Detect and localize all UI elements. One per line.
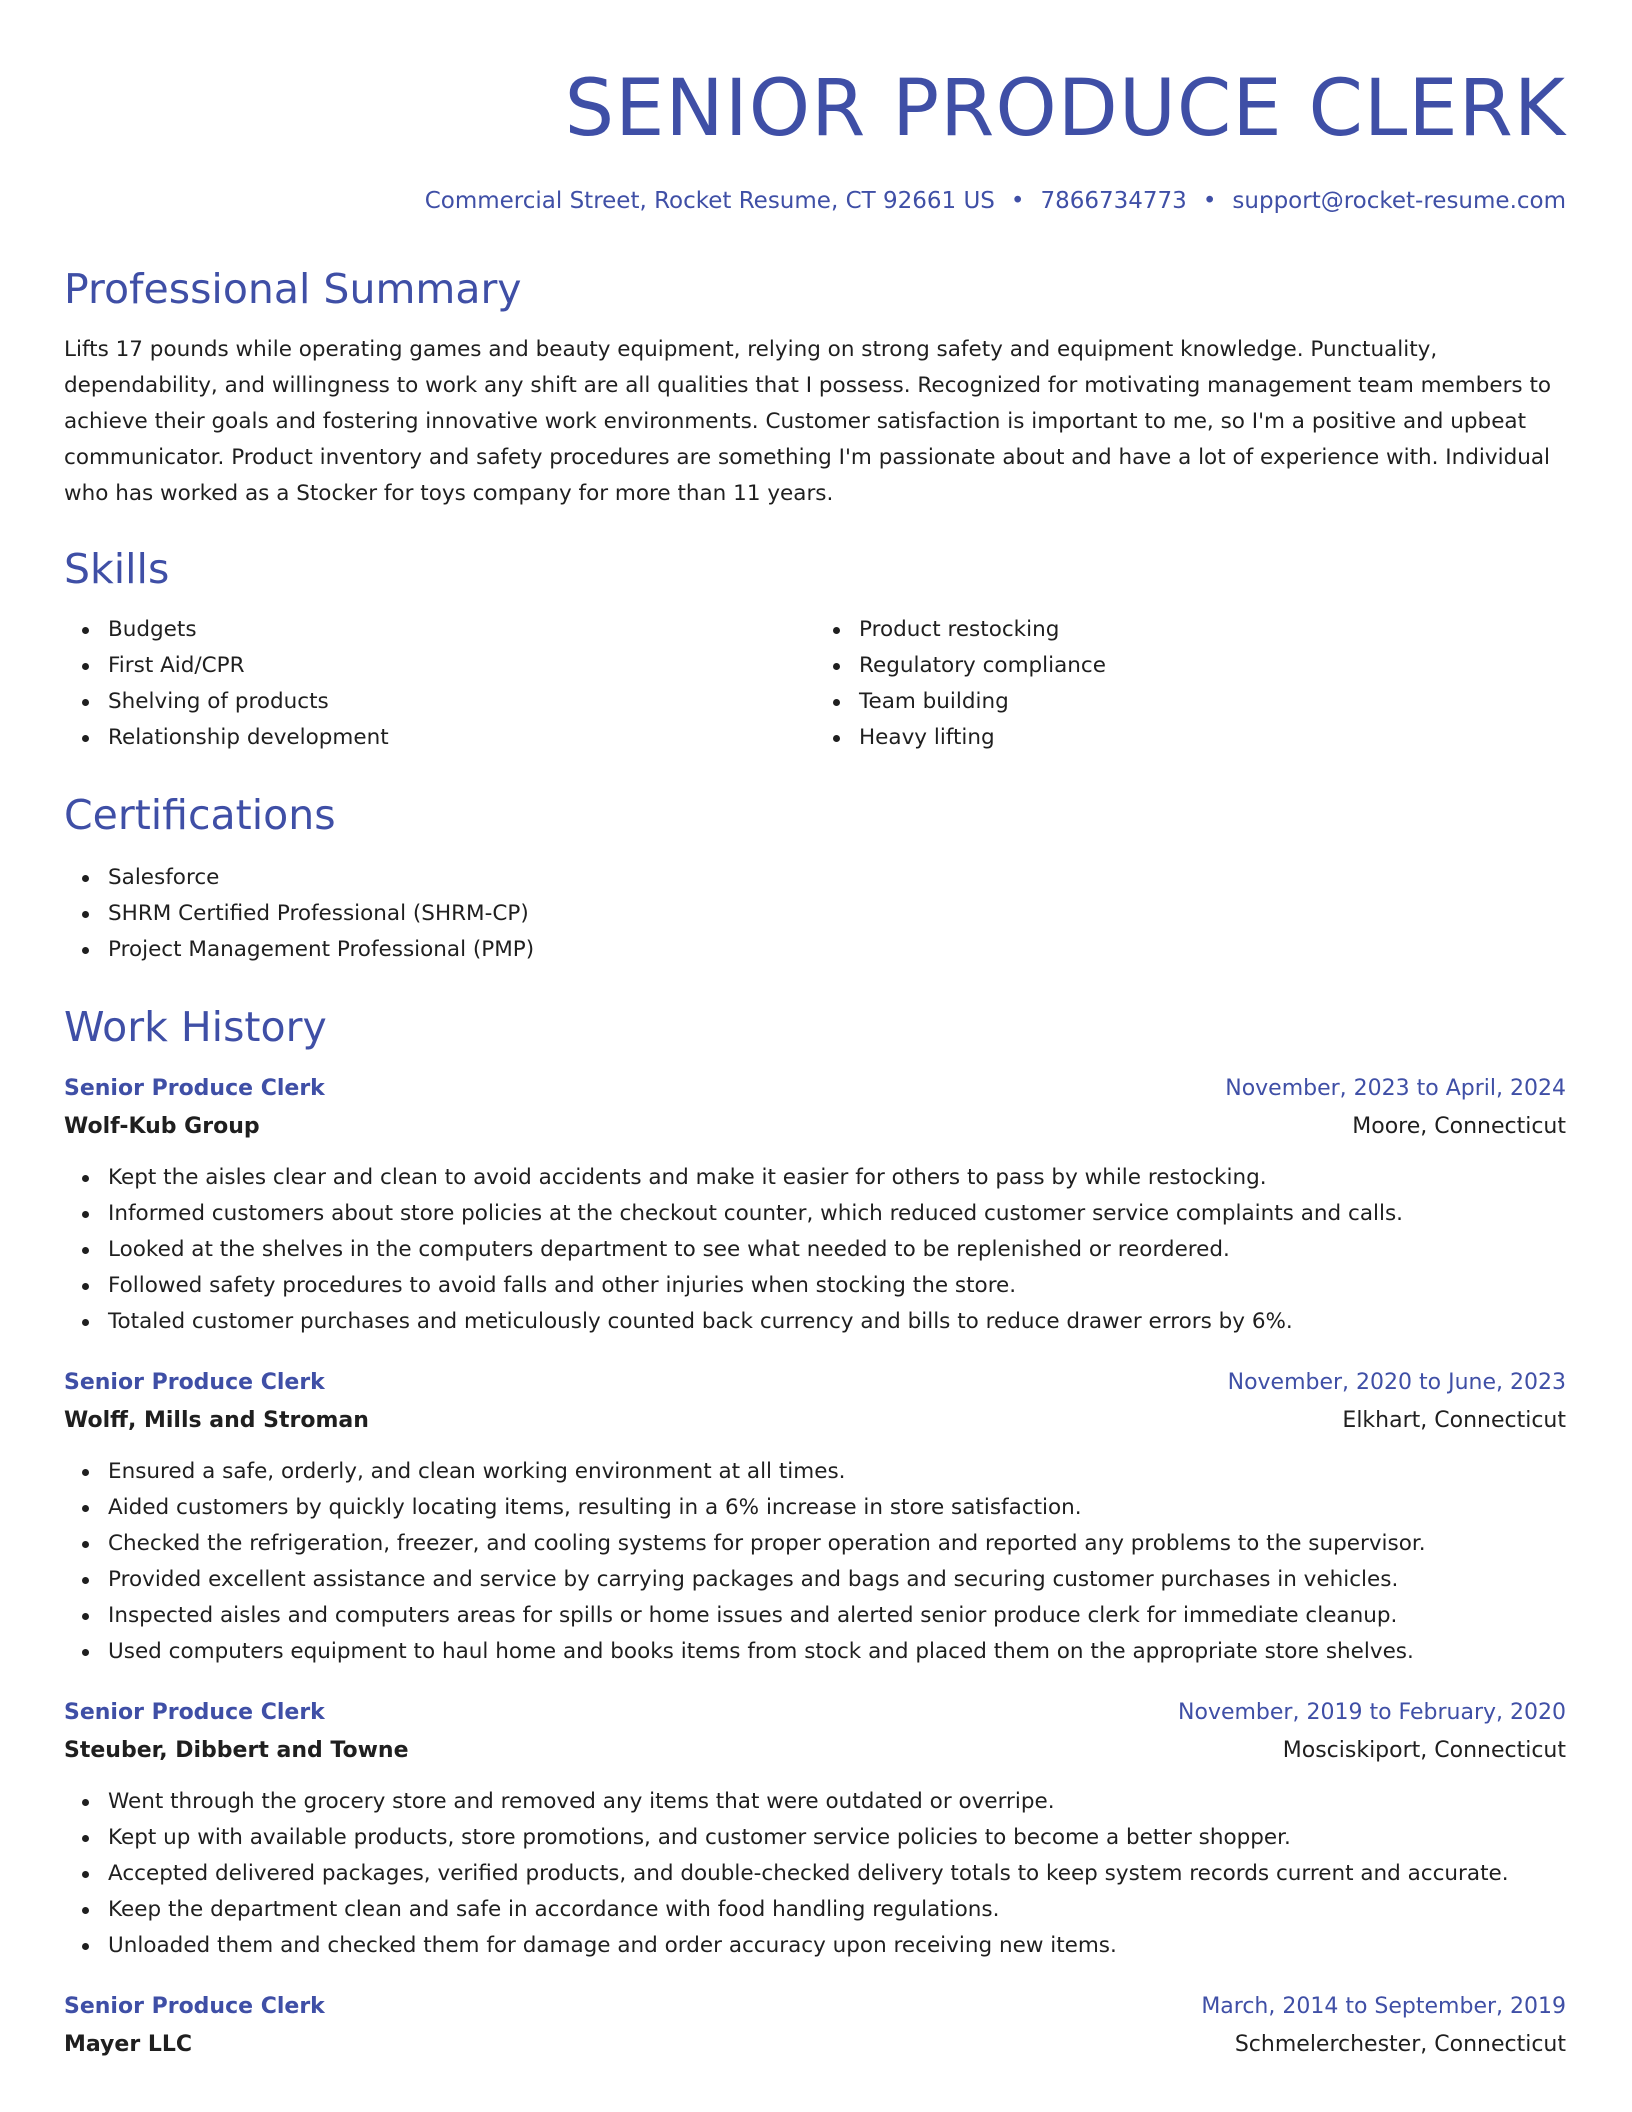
- job-bullets: [64, 1784, 1566, 1964]
- certification-item: Project Management Professional (PMP): [108, 932, 1566, 968]
- contact-email[interactable]: support@rocket-resume.com: [1232, 188, 1566, 214]
- job-bullet: Provided excellent assistance and service by carrying packages and bags and securing customer purchases in vehicles.: [108, 1562, 1566, 1598]
- job-entry: [64, 1694, 1566, 1964]
- work-history-section: [64, 1002, 1566, 2064]
- skill-item: First Aid/CPR: [108, 648, 815, 684]
- job-dates: March, 2014 to September, 2019: [1201, 1994, 1566, 2019]
- job-header-row: [64, 1694, 1566, 1732]
- job-bullet: Kept the aisles clear and clean to avoid accidents and make it easier for others to pass by while restocking.: [108, 1160, 1566, 1196]
- job-bullet: Inspected aisles and computers areas for spills or home issues and alerted senior produce clerk for immediate cleanup.: [108, 1598, 1566, 1634]
- job-company: Wolf-Kub Group: [64, 1114, 260, 1139]
- job-company-row: [64, 1402, 1566, 1440]
- job-header-row: [64, 1988, 1566, 2026]
- job-bullet: Aided customers by quickly locating items, resulting in a 6% increase in store satisfaction.: [108, 1490, 1566, 1526]
- job-bullet: Keep the department clean and safe in accordance with food handling regulations.: [108, 1892, 1566, 1928]
- section-heading-certifications: Certifications: [64, 791, 336, 839]
- skills-list-left: [64, 612, 815, 756]
- job-location: Mosciskiport, Connecticut: [1282, 1738, 1566, 1763]
- contact-separator: •: [1010, 188, 1025, 214]
- job-bullets: [64, 1160, 1566, 1340]
- job-entry: [64, 1988, 1566, 2064]
- job-dates: November, 2019 to February, 2020: [1178, 1700, 1566, 1725]
- job-bullet: Informed customers about store policies at the checkout counter, which reduced customer service complaints and calls.: [108, 1196, 1566, 1232]
- job-bullet: Kept up with available products, store promotions, and customer service policies to become a better shopper.: [108, 1820, 1566, 1856]
- job-company: Wolff, Mills and Stroman: [64, 1408, 369, 1433]
- contact-separator: •: [1202, 188, 1217, 214]
- job-title: Senior Produce Clerk: [64, 1994, 325, 2019]
- contact-phone[interactable]: 7866734773: [1040, 188, 1187, 214]
- job-bullets: [64, 1454, 1566, 1670]
- contact-address: Commercial Street, Rocket Resume, CT 92661 US: [424, 188, 995, 214]
- job-dates: November, 2020 to June, 2023: [1227, 1370, 1566, 1395]
- certifications-list: [64, 860, 1566, 968]
- professional-summary-section: [64, 264, 1566, 512]
- section-heading-summary: Professional Summary: [64, 265, 522, 313]
- skill-item: Heavy lifting: [859, 720, 1566, 756]
- resume-title: SENIOR PRODUCE CLERK: [564, 64, 1566, 154]
- job-bullet: Accepted delivered packages, verified products, and double-checked delivery totals to keep system records current and accurate.: [108, 1856, 1566, 1892]
- skill-item: Relationship development: [108, 720, 815, 756]
- job-title: Senior Produce Clerk: [64, 1370, 325, 1395]
- summary-text: Lifts 17 pounds while operating games and beauty equipment, relying on strong safety and equipment knowledge. Punctuality, dependability, and willingness to work any shift are all qualities that I possess. Recognized for motivating management team members to achieve their goals and fostering innovative work environments. Customer satisfaction is important to me, so I'm a positive and upbeat communicator. Product inventory and safety procedures are something I'm passionate about and have a lot of experience with. Individual who has worked as a Stocker for toys company for more than 11 years.: [64, 337, 1552, 506]
- job-header-row: [64, 1364, 1566, 1402]
- job-company-row: [64, 1108, 1566, 1146]
- job-bullet: Ensured a safe, orderly, and clean working environment at all times.: [108, 1454, 1566, 1490]
- job-bullet: Looked at the shelves in the computers department to see what needed to be replenished or reordered.: [108, 1232, 1566, 1268]
- skill-item: Budgets: [108, 612, 815, 648]
- job-bullet: Used computers equipment to haul home and books items from stock and placed them on the appropriate store shelves.: [108, 1634, 1566, 1670]
- skills-section: [64, 544, 1566, 756]
- skill-item: Product restocking: [859, 612, 1566, 648]
- job-bullet: Totaled customer purchases and meticulously counted back currency and bills to reduce drawer errors by 6%.: [108, 1304, 1566, 1340]
- resume-page: [64, 50, 1566, 2064]
- job-company: Steuber, Dibbert and Towne: [64, 1738, 409, 1763]
- job-bullet: Went through the grocery store and removed any items that were outdated or overripe.: [108, 1784, 1566, 1820]
- job-bullet: Checked the refrigeration, freezer, and cooling systems for proper operation and reported any problems to the supervisor.: [108, 1526, 1566, 1562]
- job-location: Schmelerchester, Connecticut: [1234, 2032, 1566, 2057]
- skill-item: Regulatory compliance: [859, 648, 1566, 684]
- skills-columns: [64, 612, 1566, 756]
- job-header-row: [64, 1070, 1566, 1108]
- section-heading-skills: Skills: [64, 545, 170, 593]
- job-entry: [64, 1364, 1566, 1670]
- job-bullet: Unloaded them and checked them for damage and order accuracy upon receiving new items.: [108, 1928, 1566, 1964]
- job-entry: [64, 1070, 1566, 1340]
- job-bullet: Followed safety procedures to avoid falls and other injuries when stocking the store.: [108, 1268, 1566, 1304]
- job-location: Elkhart, Connecticut: [1342, 1408, 1566, 1433]
- certifications-section: [64, 790, 1566, 968]
- contact-line: [64, 186, 1566, 216]
- job-dates: November, 2023 to April, 2024: [1225, 1076, 1566, 1101]
- skill-item: Team building: [859, 684, 1566, 720]
- job-title: Senior Produce Clerk: [64, 1076, 325, 1101]
- skill-item: Shelving of products: [108, 684, 815, 720]
- section-heading-work-history: Work History: [64, 1003, 327, 1051]
- certification-item: Salesforce: [108, 860, 1566, 896]
- job-location: Moore, Connecticut: [1352, 1114, 1566, 1139]
- job-title: Senior Produce Clerk: [64, 1700, 325, 1725]
- job-company-row: [64, 2026, 1566, 2064]
- certification-item: SHRM Certified Professional (SHRM-CP): [108, 896, 1566, 932]
- job-company-row: [64, 1732, 1566, 1770]
- skills-list-right: [815, 612, 1566, 756]
- job-company: Mayer LLC: [64, 2032, 193, 2057]
